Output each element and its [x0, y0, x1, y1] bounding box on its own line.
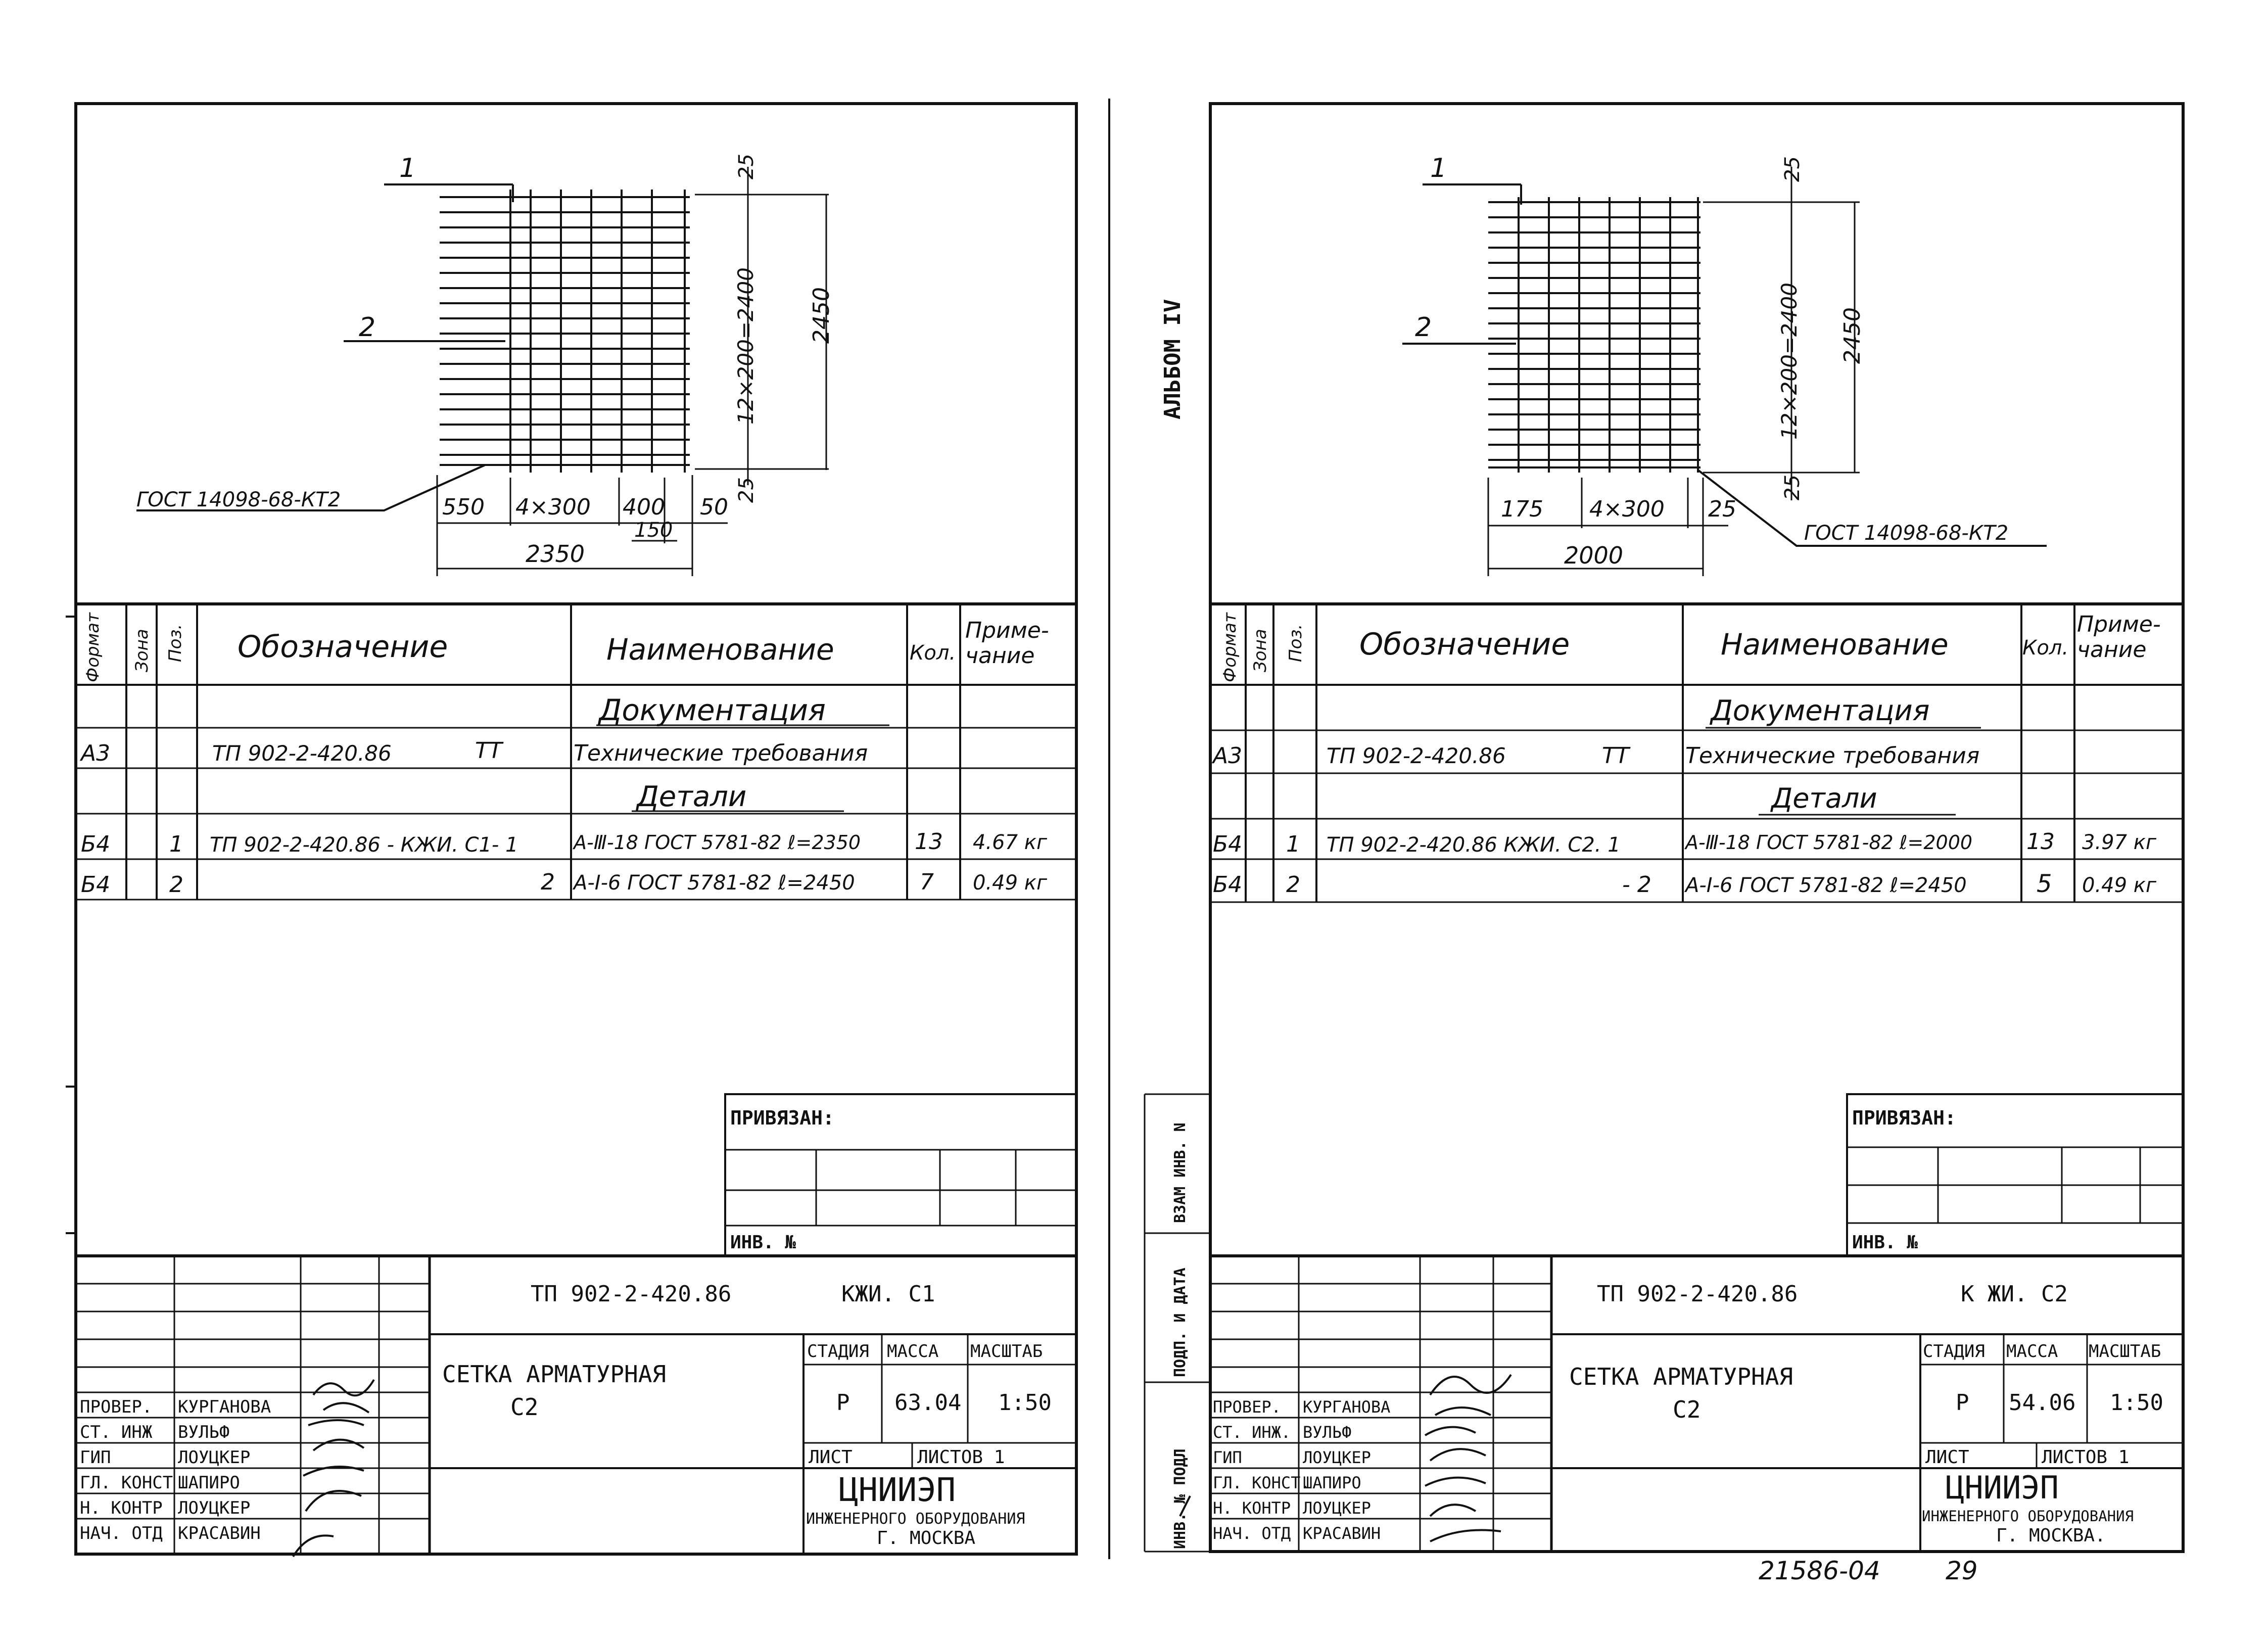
right-name-1: ВУЛЬФ — [1303, 1423, 1352, 1442]
left-callout-1: 1 — [399, 153, 416, 183]
right-sheet-code: К ЖИ. С2 — [1961, 1281, 2068, 1307]
right-row-a3-format: А3 — [1213, 743, 1243, 769]
right-row1-pos: 1 — [1286, 831, 1300, 857]
left-stadiya-value: Р — [836, 1390, 850, 1416]
right-title-line1: СЕТКА АРМАТУРНАЯ — [1569, 1363, 1793, 1390]
left-section-documentation: Документация — [599, 693, 826, 727]
right-gost-note: ГОСТ 14098-68-КТ2 — [1804, 522, 2009, 545]
left-col-designation: Обозначение — [238, 629, 448, 665]
left-row2-qty: 7 — [920, 869, 934, 895]
right-col-pos: Поз. — [1286, 624, 1306, 662]
right-dim-25-bottom: 25 — [1781, 475, 1804, 500]
left-title-line2: С2 — [510, 1393, 539, 1421]
right-callout-2: 2 — [1415, 312, 1432, 343]
left-row1-format: Б4 — [81, 831, 111, 857]
left-list-label: ЛИСТ — [809, 1447, 853, 1468]
right-stadiya-label: СТАДИЯ — [1923, 1341, 1985, 1362]
left-dim-25-bottom: 25 — [735, 477, 758, 503]
left-listov-label: ЛИСТОВ 1 — [917, 1447, 1005, 1468]
left-dim-2350: 2350 — [526, 540, 585, 568]
right-dim-12x200: 12×200=2400 — [1777, 283, 1802, 440]
right-name-2: ЛОУЦКЕР — [1303, 1448, 1371, 1467]
right-section-documentation: Документация — [1711, 694, 1930, 727]
left-row1-note: 4.67 кг — [973, 831, 1047, 854]
left-dim-50: 50 — [700, 494, 728, 520]
page-number: 29 — [1946, 1556, 1978, 1585]
left-name-5: КРАСАВИН — [178, 1523, 261, 1543]
margin-vzam: ВЗАМ ИНВ. N — [1171, 1122, 1189, 1223]
right-dim-2000: 2000 — [1564, 542, 1624, 569]
left-sheet-code: КЖИ. С1 — [841, 1281, 935, 1307]
right-name-3: ШАПИРО — [1303, 1473, 1361, 1492]
right-row1-note: 3.97 кг — [2082, 831, 2156, 854]
right-row2-qty: 5 — [2037, 870, 2052, 898]
right-masshtab-label: МАСШТАБ — [2089, 1341, 2161, 1362]
left-row1-designation: ТП 902-2-420.86 - КЖИ. С1- 1 — [210, 833, 518, 857]
left-org-name: ЦНИИЭП — [839, 1472, 956, 1509]
right-callout-1: 1 — [1430, 153, 1447, 183]
right-row1-qty: 13 — [2026, 829, 2055, 855]
right-row-a3-code: ТТ — [1602, 743, 1629, 769]
right-name-4: ЛОУЦКЕР — [1303, 1498, 1371, 1518]
left-title-line1: СЕТКА АРМАТУРНАЯ — [442, 1361, 667, 1388]
right-inv-number: ИНВ. № — [1852, 1232, 1918, 1253]
right-col-note-line2: чание — [2077, 637, 2147, 663]
left-role-3: ГЛ. КОНСТ — [80, 1473, 173, 1493]
left-row1-pos: 1 — [169, 831, 183, 857]
left-privyazan: ПРИВЯЗАН: — [730, 1107, 834, 1129]
right-masshtab-value: 1:50 — [2110, 1390, 2163, 1416]
right-listov-label: ЛИСТОВ 1 — [2042, 1447, 2130, 1468]
right-role-2: ГИП — [1213, 1448, 1242, 1467]
right-row-a3-name: Технические требования — [1685, 743, 1980, 769]
right-row2-note: 0.49 кг — [2082, 874, 2156, 897]
right-row1-designation: ТП 902-2-420.86 КЖИ. С2. 1 — [1327, 833, 1621, 857]
right-col-qty: Кол. — [2022, 636, 2069, 660]
footer-code: 21586-04 — [1759, 1556, 1880, 1585]
left-dim-12x200: 12×200=2400 — [733, 267, 758, 425]
left-masshtab-value: 1:50 — [998, 1390, 1052, 1416]
right-privyazan: ПРИВЯЗАН: — [1852, 1107, 1956, 1129]
right-row1-name: А-Ⅲ-18 ГОСТ 5781-82 ℓ=2000 — [1685, 831, 1973, 854]
right-col-note-line1: Приме- — [2077, 612, 2161, 637]
right-row2-name: А-Ⅰ-6 ГОСТ 5781-82 ℓ=2450 — [1685, 874, 1967, 897]
right-col-name: Наименование — [1721, 627, 1949, 662]
left-name-1: ВУЛЬФ — [178, 1422, 230, 1442]
left-org-city: Г. МОСКВА — [877, 1528, 976, 1549]
margin-podp: ПОДП. И ДАТА — [1171, 1268, 1189, 1377]
right-role-0: ПРОВЕР. — [1213, 1397, 1281, 1417]
left-name-4: ЛОУЦКЕР — [178, 1498, 251, 1518]
left-dim-550: 550 — [442, 494, 485, 520]
right-massa-label: МАССА — [2006, 1341, 2058, 1362]
left-masshtab-label: МАСШТАБ — [970, 1341, 1043, 1362]
left-col-name: Наименование — [606, 632, 834, 667]
left-row-a3-designation: ТП 902-2-420.86 — [212, 741, 392, 766]
right-massa-value: 54.06 — [2009, 1390, 2076, 1416]
left-org-line2: ИНЖЕНЕРНОГО ОБОРУДОВАНИЯ — [806, 1510, 1025, 1528]
right-row1-format: Б4 — [1213, 831, 1243, 857]
right-list-label: ЛИСТ — [1925, 1447, 1969, 1468]
left-col-note-line1: Приме- — [965, 618, 1049, 643]
right-row-a3-designation: ТП 902-2-420.86 — [1327, 743, 1506, 768]
left-massa-value: 63.04 — [894, 1390, 962, 1416]
left-name-2: ЛОУЦКЕР — [178, 1447, 251, 1468]
left-col-pos: Поз. — [165, 624, 185, 662]
right-dim-2450: 2450 — [1839, 307, 1865, 364]
right-col-zone: Зона — [1250, 629, 1270, 672]
left-role-0: ПРОВЕР. — [80, 1397, 153, 1417]
right-stadiya-value: Р — [1956, 1390, 1969, 1416]
left-row-a3-format: А3 — [81, 740, 111, 766]
left-name-0: КУРГАНОВА — [178, 1397, 271, 1417]
right-row2-pos: 2 — [1286, 872, 1300, 898]
left-dim-2450: 2450 — [809, 287, 834, 344]
left-callout-2: 2 — [359, 312, 376, 343]
right-org-city: Г. МОСКВА. — [1996, 1525, 2106, 1546]
left-row-a3-code: ТТ — [475, 738, 502, 764]
left-massa-label: МАССА — [887, 1341, 939, 1362]
right-org-name: ЦНИИЭП — [1946, 1469, 2059, 1506]
right-dim-175: 175 — [1501, 496, 1543, 522]
left-col-note-line2: чание — [965, 643, 1035, 669]
left-section-details: Детали — [637, 780, 747, 813]
left-dim-4x300: 4×300 — [515, 494, 591, 520]
left-row2-note: 0.49 кг — [973, 871, 1047, 895]
left-row1-name: А-Ⅲ-18 ГОСТ 5781-82 ℓ=2350 — [574, 831, 861, 854]
margin-inv-podl: ИНВ. № ПОДЛ — [1171, 1448, 1189, 1549]
left-row2-name: А-Ⅰ-6 ГОСТ 5781-82 ℓ=2450 — [574, 871, 855, 895]
left-role-2: ГИП — [80, 1447, 111, 1468]
left-role-5: НАЧ. ОТД — [80, 1523, 163, 1543]
right-name-5: КРАСАВИН — [1303, 1524, 1381, 1543]
right-row2-format: Б4 — [1213, 872, 1243, 898]
right-org-line2: ИНЖЕНЕРНОГО ОБОРУДОВАНИЯ — [1922, 1508, 2134, 1525]
right-col-format: Формат — [1220, 613, 1240, 682]
left-col-qty: Кол. — [910, 641, 956, 665]
left-dim-150: 150 — [634, 519, 673, 542]
left-stadiya-label: СТАДИЯ — [807, 1341, 869, 1362]
left-row2-designation: 2 — [541, 869, 555, 895]
right-section-details: Детали — [1771, 782, 1877, 814]
right-role-1: СТ. ИНЖ. — [1213, 1423, 1291, 1442]
left-col-zone: Зона — [132, 629, 152, 672]
left-dim-400: 400 — [623, 494, 665, 520]
left-row2-pos: 2 — [169, 872, 183, 898]
left-doc-code: ТП 902-2-420.86 — [531, 1281, 732, 1307]
right-title-line2: С2 — [1673, 1396, 1701, 1423]
left-role-1: СТ. ИНЖ — [80, 1422, 153, 1442]
right-role-4: Н. КОНТР — [1213, 1498, 1291, 1518]
left-col-format: Формат — [83, 613, 103, 682]
right-dim-25-right: 25 — [1708, 496, 1736, 522]
right-col-designation: Обозначение — [1359, 627, 1570, 662]
left-role-4: Н. КОНТР — [80, 1498, 163, 1518]
right-dim-4x300: 4×300 — [1589, 496, 1665, 522]
right-dim-25-top: 25 — [1781, 156, 1804, 182]
right-doc-code: ТП 902-2-420.86 — [1597, 1281, 1798, 1307]
right-role-3: ГЛ. КОНСТ. — [1213, 1473, 1310, 1492]
left-gost-note: ГОСТ 14098-68-КТ2 — [136, 488, 341, 511]
left-inv-number: ИНВ. № — [730, 1232, 796, 1253]
left-row-a3-name: Технические требования — [574, 740, 868, 766]
right-row2-designation: - 2 — [1622, 872, 1651, 898]
left-row2-format: Б4 — [81, 872, 111, 898]
left-name-3: ШАПИРО — [178, 1473, 240, 1493]
right-role-5: НАЧ. ОТД — [1213, 1524, 1291, 1543]
right-name-0: КУРГАНОВА — [1303, 1397, 1391, 1417]
left-dim-25-top: 25 — [735, 154, 758, 179]
left-row1-qty: 13 — [915, 829, 943, 855]
album-label: АЛЬБОМ IV — [1160, 299, 1186, 419]
